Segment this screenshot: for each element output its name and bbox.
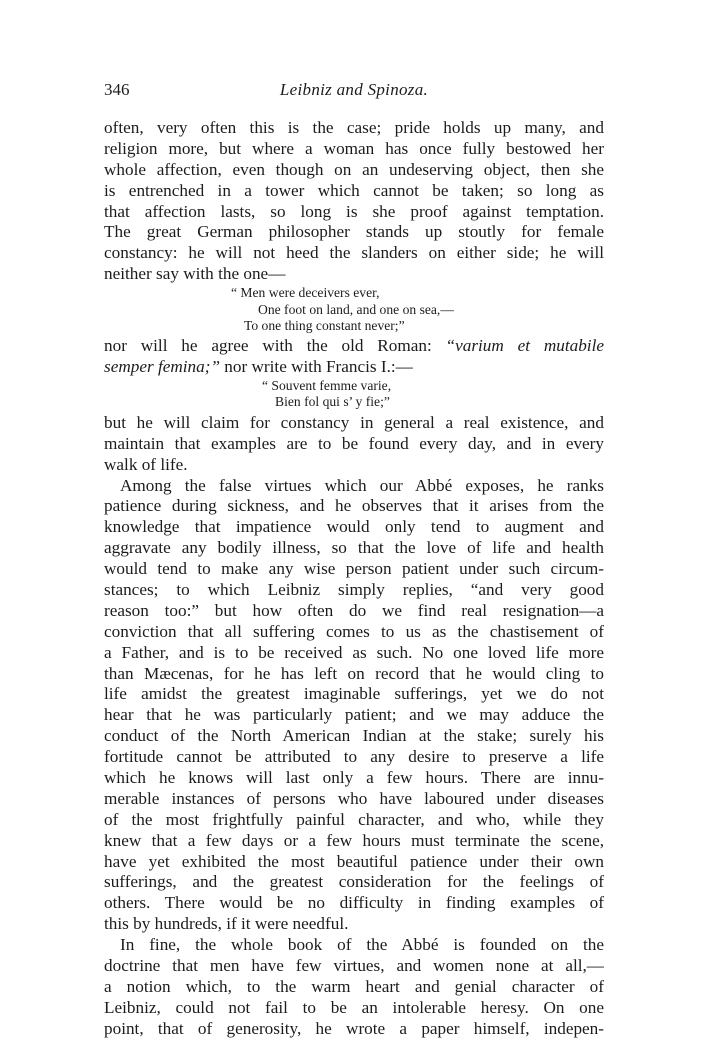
text-line: that affection lasts, so long is she proof against temptation. — [104, 201, 604, 221]
text-line: sufferings, and the greatest consideration for the feelings of — [104, 872, 604, 892]
verse-line: One foot on land, and one on sea,— — [258, 301, 454, 317]
text-line: of the most frightfully painful character, and who, while they — [104, 809, 604, 829]
page-header — [104, 80, 604, 104]
text-line: which he knows will last only a few hours. There are innu- — [104, 768, 604, 787]
page-body — [104, 118, 604, 1040]
text-segment: nor write with Francis I.:— — [220, 357, 413, 377]
text-line: conduct of the North American Indian at the stake; surely his — [104, 726, 604, 746]
text-line: than Mæcenas, for he has left on record that he would cling to — [104, 663, 604, 683]
text-line: In fine, the whole book of the Abbé is founded on the — [120, 935, 604, 955]
text-line: point, that of generosity, he wrote a paper himself, indepen- — [104, 1018, 604, 1038]
text-segment: nor will he agree with the old Roman: — [104, 336, 446, 356]
text-line: merable instances of persons who have laboured under diseases — [104, 788, 604, 808]
text-line: often, very often this is the case; pride holds up many, and — [104, 118, 604, 137]
text-line: knowledge that impatience would only tend to augment and — [104, 517, 604, 537]
running-title: Leibniz and Spinoza. — [279, 80, 429, 99]
text-line: but he will claim for constancy in general a real existence, and — [104, 412, 604, 432]
verse-line: “ Souvent femme varie, — [262, 378, 392, 394]
text-line: knew that a few days or a few hours must terminate the scene, — [104, 830, 604, 850]
text-line: Leibniz, could not fail to be an intolerable heresy. On one — [104, 997, 604, 1017]
text-line: Among the false virtues which our Abbé exposes, he ranks — [120, 475, 604, 495]
text-line: would tend to make any wise person patient under such circum- — [104, 559, 604, 579]
text-line — [104, 357, 604, 378]
page-number: 346 — [104, 80, 130, 99]
text-line: The great German philosopher stands up stoutly for female — [104, 222, 604, 242]
text-line: others. There would be no difficulty in finding examples of — [104, 893, 604, 913]
text-line: is entrenched in a tower which cannot be taken; so long as — [104, 180, 604, 200]
text-line: religion more, but where a woman has once fully bestowed her — [104, 138, 604, 158]
text-line: doctrine that men have few virtues, and women none at all,— — [104, 956, 604, 976]
text-line: hear that he was particularly patient; and we may adduce the — [104, 705, 604, 725]
verse-line: Bien fol qui s’ y fie;” — [275, 394, 390, 410]
text-line: walk of life. — [104, 454, 188, 474]
text-line: neither say with the one— — [104, 264, 286, 284]
text-line: stances; to which Leibniz simply replies, “and very good — [104, 579, 604, 599]
text-line: fortitude cannot be attributed to any desire to preserve a life — [104, 747, 604, 767]
verse-line: “ Men were deceivers ever, — [231, 285, 380, 301]
text-line: patience during sickness, and he observes that it arises from the — [104, 496, 604, 516]
latin-quote: semper femina;” — [104, 357, 220, 377]
latin-quote: “varium et mutabile — [445, 336, 604, 356]
text-line: reason too:” but how often do we find real resignation—a — [104, 600, 604, 620]
verse-line: To one thing constant never;” — [244, 317, 405, 333]
text-line — [104, 336, 604, 357]
text-line: a notion which, to the warm heart and genial character of — [104, 976, 604, 996]
text-line: conviction that all suffering comes to us as the chastisement of — [104, 621, 604, 641]
text-line: have yet exhibited the most beautiful patience under their own — [104, 851, 604, 871]
text-line: maintain that examples are to be found every day, and in every — [104, 433, 604, 453]
text-line: a Father, and is to be received as such. No one loved life more — [104, 642, 604, 662]
text-line: whole affection, even though on an undeserving object, then she — [104, 159, 604, 179]
text-line: constancy: he will not heed the slanders on either side; he will — [104, 243, 604, 263]
text-line: life amidst the greatest imaginable sufferings, yet we do not — [104, 684, 604, 704]
text-line: this by hundreds, if it were needful. — [104, 914, 349, 934]
text-line: aggravate any bodily illness, so that the love of life and health — [104, 538, 604, 558]
